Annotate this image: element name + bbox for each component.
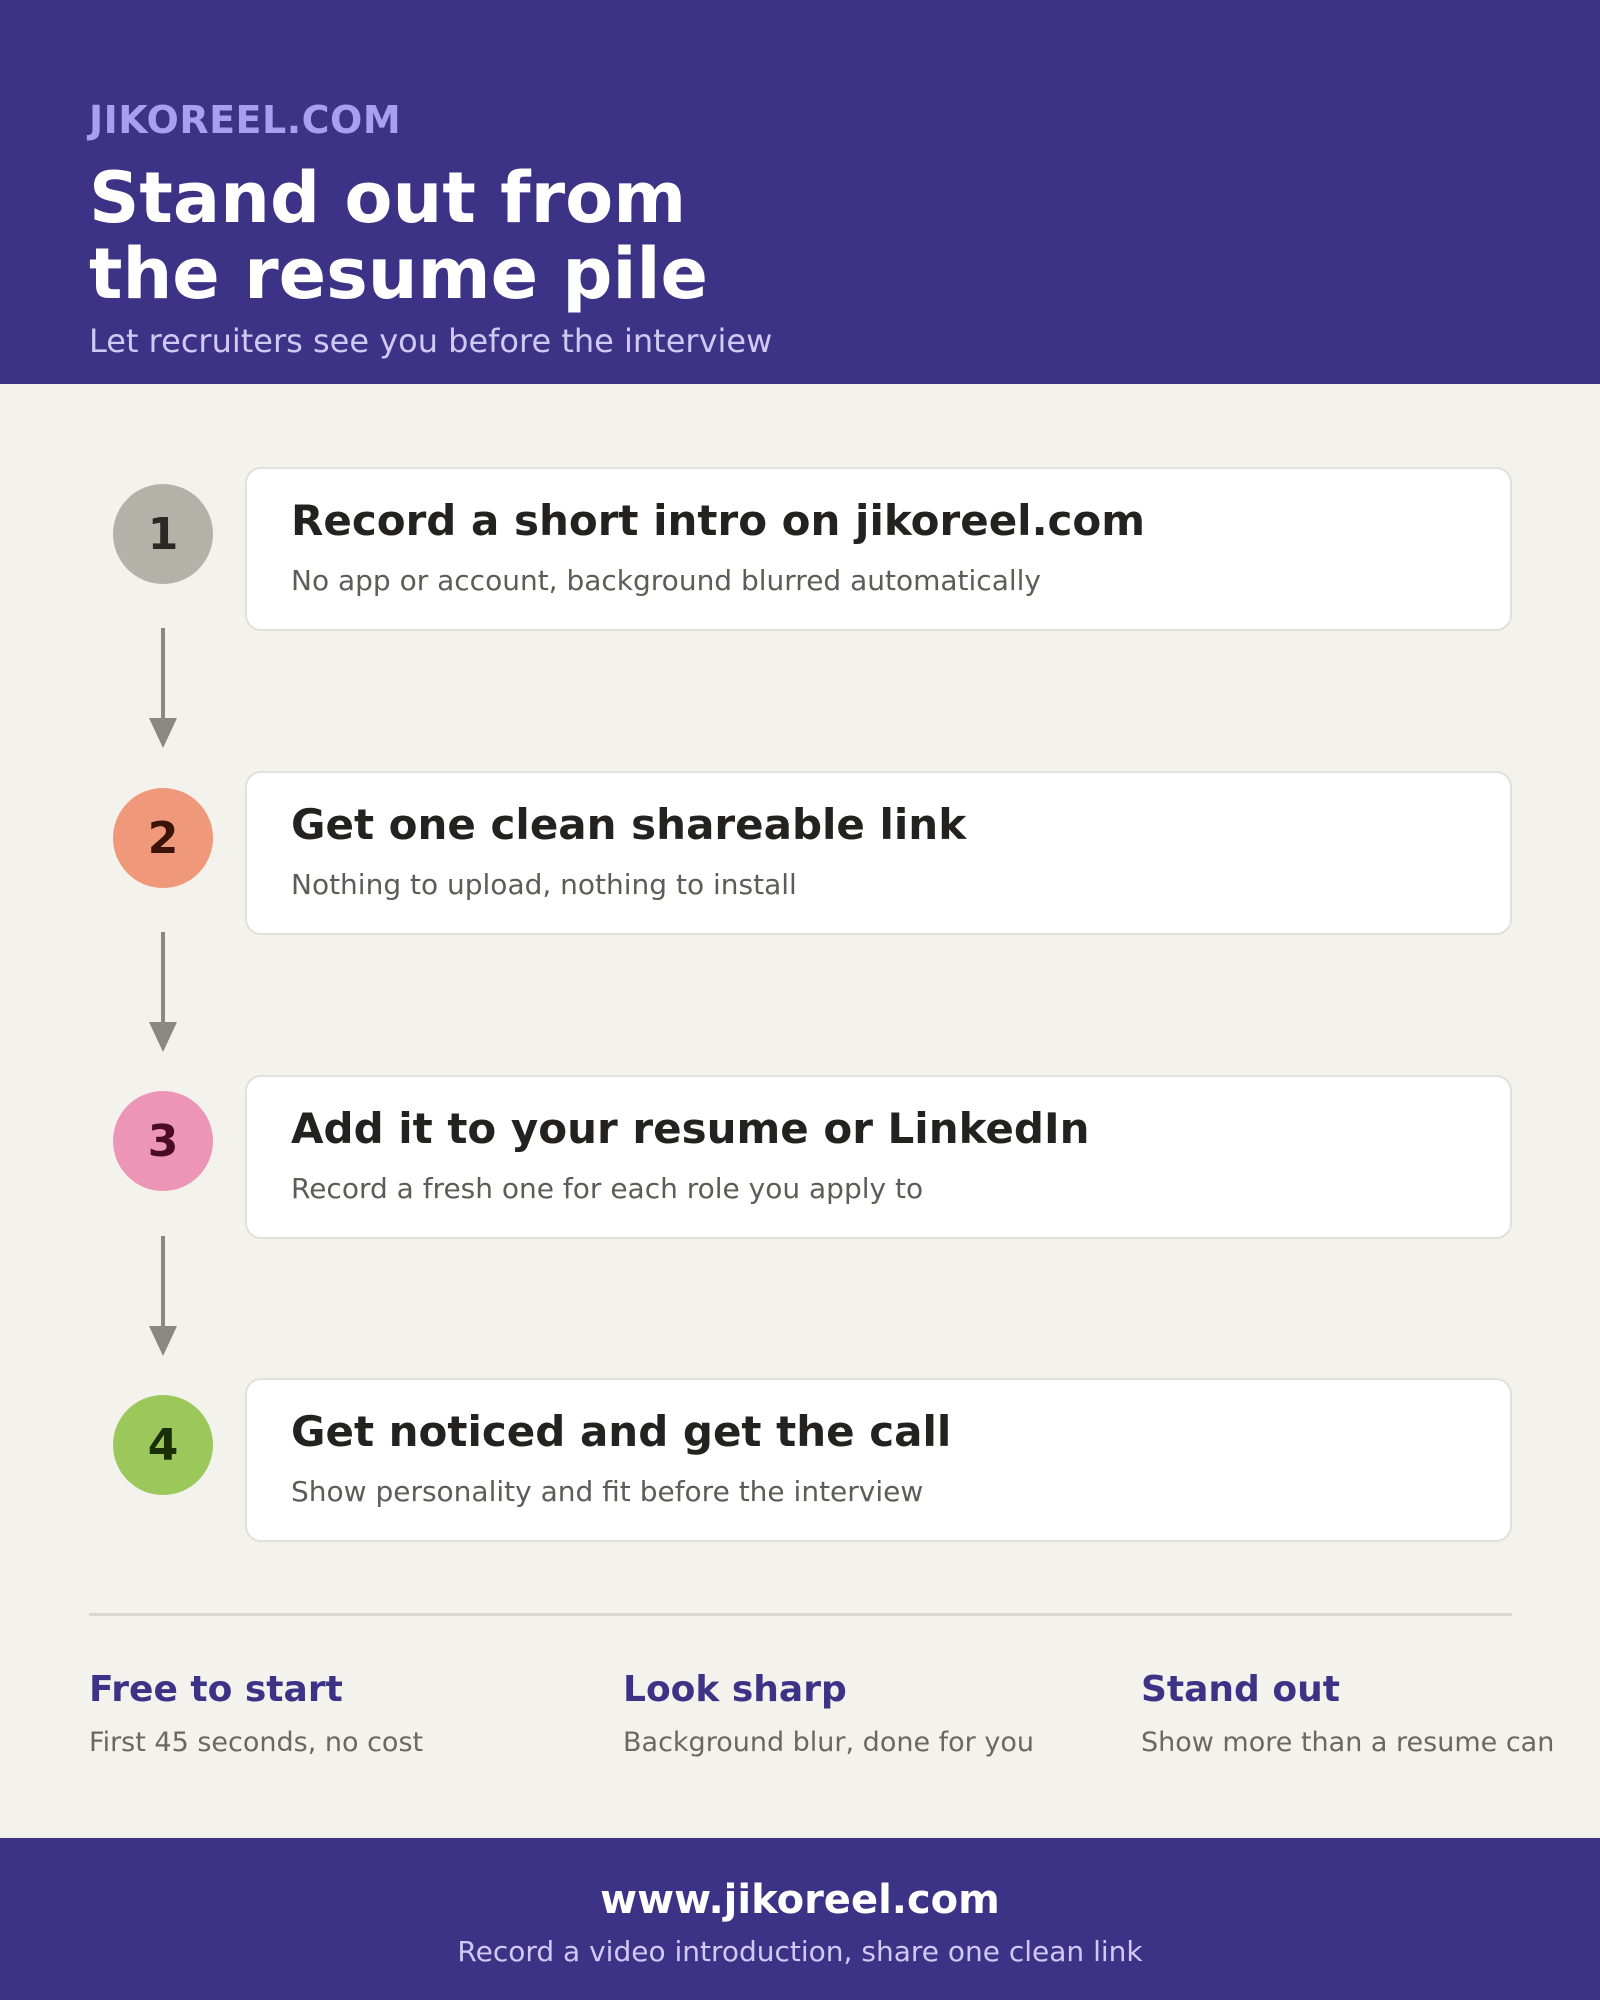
feature-look-sharp: [623, 1668, 1034, 1760]
footer-website-url: www.jikoreel.com: [600, 1877, 1000, 1923]
subheadline: Let recruiters see you before the interview: [89, 322, 773, 360]
section-divider: [89, 1613, 1512, 1616]
step-2-title: Get one clean shareable link: [291, 800, 967, 849]
feature-stand-out: [1141, 1668, 1554, 1760]
step-4-card: [245, 1378, 1512, 1542]
step-3-description: Record a fresh one for each role you apply to: [291, 1172, 924, 1205]
step-1-down-arrow-icon: [147, 628, 179, 748]
step-1-card: [245, 467, 1512, 631]
feature-title: Look sharp: [623, 1669, 847, 1710]
headline-line-1: Stand out from: [89, 157, 687, 239]
feature-description: First 45 seconds, no cost: [89, 1727, 424, 1758]
feature-title: Stand out: [1141, 1669, 1340, 1710]
headline-line-2: the resume pile: [89, 233, 708, 315]
step-2-description: Nothing to upload, nothing to install: [291, 868, 797, 901]
step-3-down-arrow-icon: [147, 1236, 179, 1356]
step-2-down-arrow-icon: [147, 932, 179, 1052]
step-1-number-badge: 1: [113, 484, 213, 584]
footer-tagline: Record a video introduction, share one clean link: [457, 1935, 1143, 1968]
feature-title: Free to start: [89, 1669, 343, 1710]
feature-free-to-start: [89, 1668, 423, 1760]
feature-description: Show more than a resume can: [1141, 1727, 1555, 1758]
step-1-description: No app or account, background blurred automatically: [291, 564, 1041, 597]
feature-description: Background blur, done for you: [623, 1727, 1034, 1758]
footer-banner: [0, 1838, 1600, 2000]
step-3-number-badge: 3: [113, 1091, 213, 1191]
step-2-number-badge: 2: [113, 788, 213, 888]
step-4-title: Get noticed and get the call: [291, 1407, 952, 1456]
step-4-number-badge: 4: [113, 1395, 213, 1495]
step-3-title: Add it to your resume or LinkedIn: [291, 1104, 1090, 1153]
brand-name: JIKOREEL.COM: [89, 98, 402, 142]
step-2-card: [245, 771, 1512, 935]
step-1-title: Record a short intro on jikoreel.com: [291, 496, 1146, 545]
headline: [89, 157, 708, 315]
step-4-description: Show personality and fit before the interview: [291, 1475, 924, 1508]
header-banner: [0, 0, 1600, 384]
step-3-card: [245, 1075, 1512, 1239]
